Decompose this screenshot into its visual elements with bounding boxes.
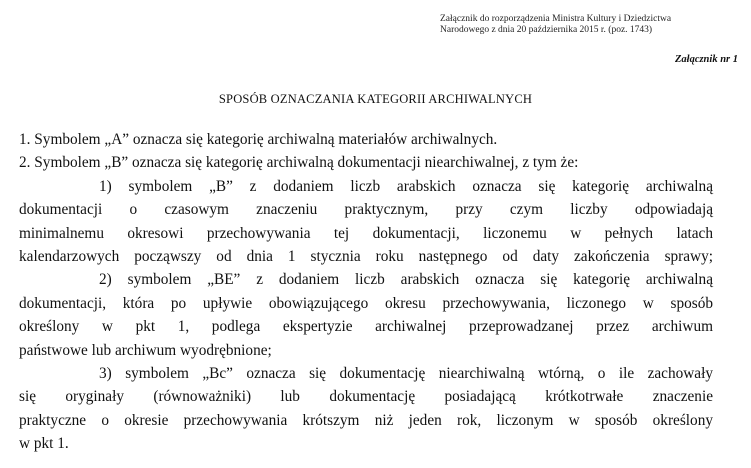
paragraph-line: 1) symbolem „B” z dodaniem liczb arabskich oznacza się kategorię archiwalną: [99, 177, 713, 195]
paragraph-line: 2. Symbolem „B” oznacza się kategorię archiwalną dokumentacji niearchiwalnej, z tym że:: [19, 154, 579, 172]
regulation-note-line: Załącznik do rozporządzenia Ministra Kultury i Dziedzictwa: [440, 14, 672, 24]
paragraph-line: minimalnemu okresowi przechowywania tej dokumentacji, liczonemu w pełnych latach: [19, 224, 713, 242]
paragraph-line: dokumentacji o czasowym znaczeniu praktycznym, przy czym liczby odpowiadają: [19, 201, 713, 219]
paragraph-line: państwowe lub archiwum wyodrębnione;: [19, 341, 272, 359]
paragraph-line: 3) symbolem „Bc” oznacza się dokumentację niearchiwalną wtórną, o ile zachowały: [99, 365, 713, 383]
document-body: [19, 128, 713, 456]
paragraph-line: w pkt 1.: [19, 435, 69, 453]
paragraph-line: się oryginały (równoważniki) lub dokumentację posiadającą krótkotrwałe znaczenie: [19, 388, 713, 406]
paragraph-line: 2) symbolem „BE” z dodaniem liczb arabskich oznacza się kategorię archiwalną: [99, 271, 713, 289]
paragraph-line: dokumentacji, która po upływie obowiązującego okresu przechowywania, liczonego w sposób: [19, 294, 713, 312]
paragraph-line: kalendarzowych począwszy od dnia 1 stycznia roku następnego od daty zakończenia sprawy;: [19, 248, 713, 266]
regulation-reference-note: [440, 14, 745, 36]
document-title: SPOSÓB OZNACZANIA KATEGORII ARCHIWALNYCH: [218, 92, 533, 106]
paragraph-line: praktyczne o okresie przechowywania krótszym niż jeden rok, liczonym w sposób określony: [19, 411, 713, 429]
regulation-note-line: Narodowego z dnia 20 października 2015 r. (poz. 1743): [440, 25, 653, 35]
paragraph-line: 1. Symbolem „A” oznacza się kategorię archiwalną materiałów archiwalnych.: [19, 131, 498, 148]
paragraph-line: określony w pkt 1, podlega ekspertyzie archiwalnej przeprowadzanej przez archiwum: [19, 318, 713, 336]
annex-number: Załącznik nr 1: [674, 54, 738, 65]
